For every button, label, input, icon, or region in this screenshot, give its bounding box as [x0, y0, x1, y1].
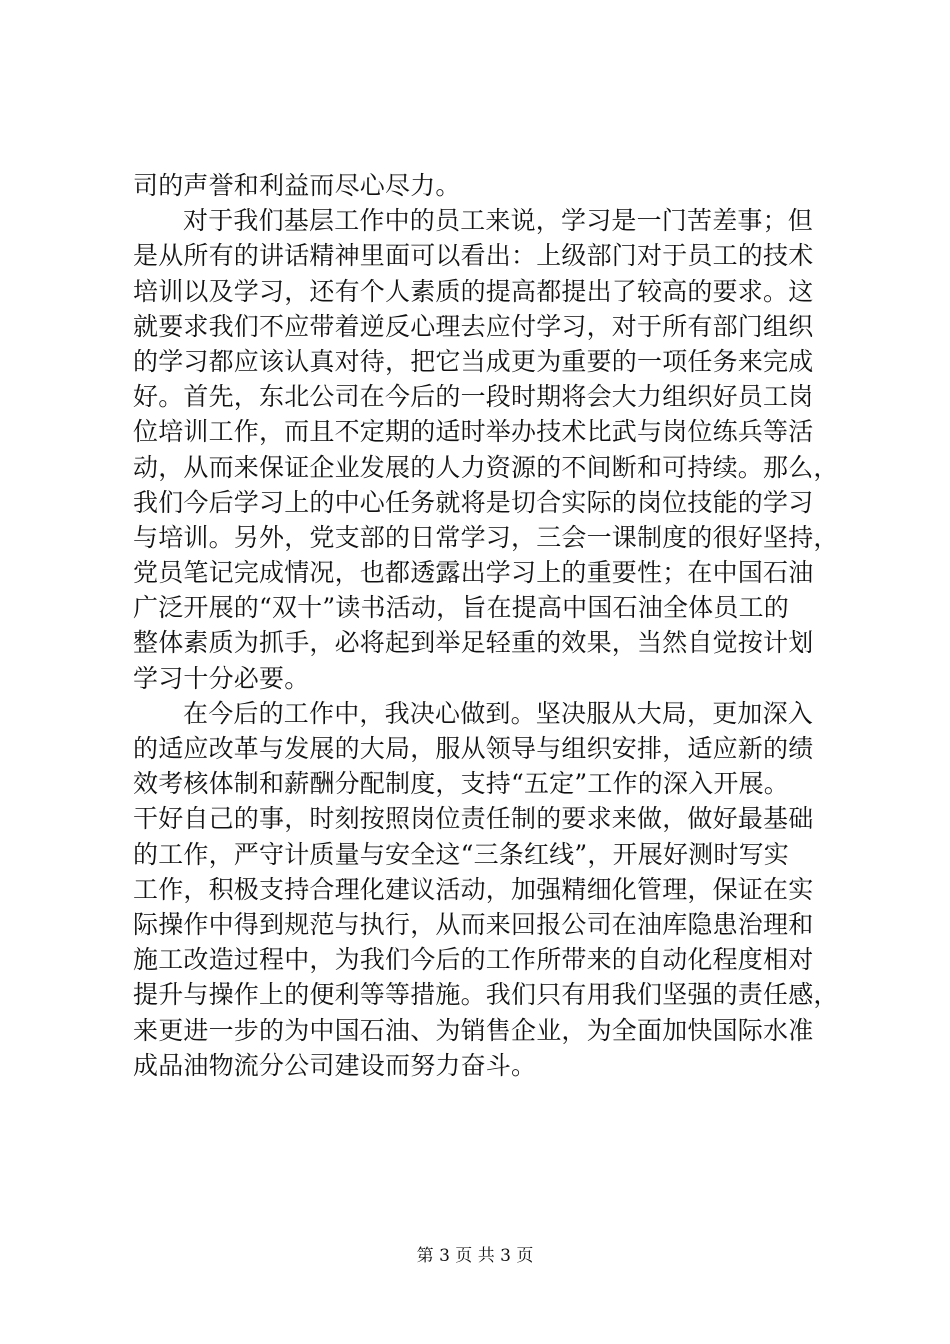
- text-line: 的学习都应该认真对待，把它当成更为重要的一项任务来完成: [133, 346, 814, 376]
- text-line: 在今后的工作中，我决心做到。坚决服从大局，更加深入: [183, 698, 814, 728]
- text-line: 是从所有的讲话精神里面可以看出：上级部门对于员工的技术: [133, 241, 814, 271]
- text-line: 我们今后学习上的中心任务就将是切合实际的岗位技能的学习: [133, 487, 814, 517]
- text-line: 际操作中得到规范与执行，从而来回报公司在油库隐患治理和: [133, 909, 814, 939]
- text-line: 工作，积极支持合理化建议活动，加强精细化管理，保证在实: [133, 874, 814, 904]
- text-line: 效考核体制和薪酬分配制度，支持“五定”工作的深入开展。: [133, 769, 789, 799]
- text-line: 司的声誉和利益而尽心尽力。: [133, 171, 461, 200]
- document-body: [133, 168, 839, 1083]
- text-line: 的适应改革与发展的大局，服从领导与组织安排，适应新的绩: [133, 734, 814, 763]
- text-line: 提升与操作上的便利等等措施。我们只有用我们坚强的责任感，: [133, 980, 839, 1010]
- text-line: 党员笔记完成情况，也都透露出学习上的重要性；在中国石油: [133, 558, 814, 588]
- text-line: 培训以及学习，还有个人素质的提高都提出了较高的要求。这: [133, 276, 814, 306]
- text-line: 施工改造过程中，为我们今后的工作所带来的自动化程度相对: [133, 945, 814, 975]
- text-line: 成品油物流分公司建设而努力奋斗。: [133, 1050, 537, 1080]
- text-line: 整体素质为抓手，必将起到举足轻重的效果，当然自觉按计划: [133, 628, 814, 658]
- text-line: 位培训工作，而且不定期的适时举办技术比武与岗位练兵等活: [133, 417, 814, 447]
- text-line: 干好自己的事，时刻按照岗位责任制的要求来做，做好最基础: [133, 804, 814, 834]
- text-line: 好。首先，东北公司在今后的一段时期将会大力组织好员工岗: [133, 382, 814, 412]
- text-line: 学习十分必要。: [133, 663, 310, 693]
- text-line: 动，从而来保证企业发展的人力资源的不间断和可持续。那么，: [133, 452, 839, 482]
- text-line: 的工作，严守计质量与安全这“三条红线”，开展好测时写实: [133, 839, 789, 869]
- text-line: 来更进一步的为中国石油、为销售企业，为全面加快国际水准: [133, 1015, 814, 1045]
- page-footer: 第 3 页 共 3 页: [416, 1246, 534, 1266]
- text-line: 对于我们基层工作中的员工来说，学习是一门苦差事；但: [183, 206, 814, 236]
- text-line: 与培训。另外，党支部的日常学习，三会一课制度的很好坚持，: [133, 522, 839, 552]
- text-line: 广泛开展的“双十”读书活动，旨在提高中国石油全体员工的: [133, 593, 789, 623]
- text-line: 就要求我们不应带着逆反心理去应付学习，对于所有部门组织: [133, 311, 814, 341]
